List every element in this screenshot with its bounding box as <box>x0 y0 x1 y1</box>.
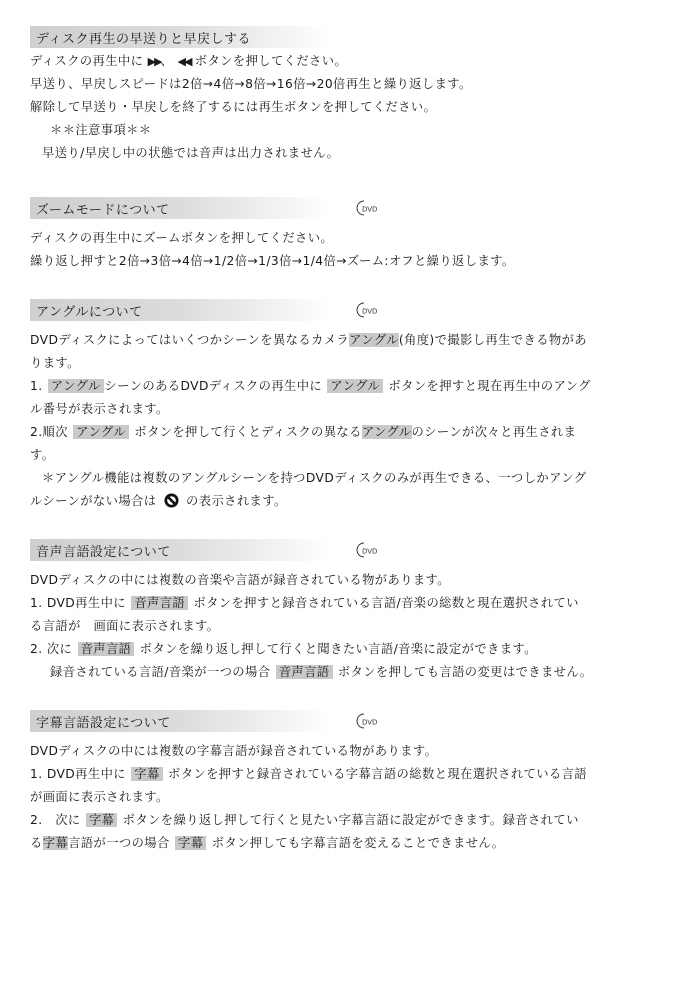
text: ルシーンがない場合は <box>30 494 157 508</box>
section-title: ズームモードについて <box>36 202 170 218</box>
subtitle-key-label: 字幕 <box>131 767 162 781</box>
rewind-icon: ◀◀ <box>177 55 191 68</box>
section-angle <box>30 299 680 513</box>
list-item-continued <box>30 832 680 855</box>
list-item <box>30 638 680 661</box>
paragraph: ディスクの再生中にズームボタンを押してください。 <box>30 231 334 245</box>
section-audio-language <box>30 539 680 684</box>
text: ボタンを押すと録音されている言語/音楽の総数と現在選択されてい <box>193 596 579 610</box>
list-item <box>30 592 680 615</box>
item-number: 1. <box>30 379 43 393</box>
section-title: アングルについて <box>36 304 143 320</box>
note-text <box>30 490 680 513</box>
text: ボタンを押しても言語の変更はできません。 <box>337 665 593 679</box>
text: 2. 次に <box>30 642 73 656</box>
section-title: 音声言語設定について <box>36 544 171 560</box>
paragraph: DVDディスクの中には複数の音楽や言語が録音されている物があります。 <box>30 573 450 587</box>
text: ボタンを繰り返し押して行くと聞きたい言語/音楽に設定ができます。 <box>139 642 537 656</box>
list-item <box>30 375 680 398</box>
text: DVDディスクによってはいくつかシーンを異なるカメラ <box>30 333 350 347</box>
manual-page <box>30 26 680 855</box>
list-item <box>30 809 680 832</box>
audio-key-label: 音声言語 <box>78 642 135 656</box>
dvd-badge-icon <box>355 541 381 559</box>
dvd-badge-icon <box>355 301 381 319</box>
list-item <box>30 421 680 444</box>
angle-key-label: アングル <box>327 379 383 393</box>
list-item-continued: す。 <box>30 448 55 462</box>
subtitle-key-label: 字幕 <box>86 813 117 827</box>
list-item <box>30 763 680 786</box>
section-heading <box>30 26 330 48</box>
text: シーンのあるDVDディスクの再生中に <box>104 379 323 393</box>
text: 2. 次に <box>30 813 81 827</box>
list-item-continued: る言語が 画面に表示されます。 <box>30 619 220 633</box>
text: ボタンを押してください。 <box>194 54 348 68</box>
section-subtitle-language <box>30 710 680 855</box>
paragraph: ります。 <box>30 356 80 370</box>
dvd-badge-icon <box>355 712 381 730</box>
text: ボタンを押すと現在再生中のアング <box>388 379 591 393</box>
text: 言語が一つの場合 <box>68 836 170 850</box>
text: ボタン押しても字幕言語を変えることできません。 <box>211 836 505 850</box>
fast-forward-icon: ▶▶ <box>147 55 161 68</box>
text: 、 <box>160 54 174 68</box>
paragraph: DVDディスクの中には複数の字幕言語が録音されている物があります。 <box>30 744 438 758</box>
text: 1. DVD再生中に <box>30 767 126 781</box>
text: 録音されている言語/音楽が一つの場合 <box>50 665 271 679</box>
section-heading <box>30 539 330 561</box>
prohibited-icon <box>164 493 179 508</box>
section-fast-forward-rewind <box>30 26 680 165</box>
text: のシーンが次々と再生されま <box>411 425 577 439</box>
text: ボタンを押すと録音されている字幕言語の総数と現在選択されている言語 <box>168 767 587 781</box>
text: 1. DVD再生中に <box>30 596 126 610</box>
note-text: ＊アングル機能は複数のアングルシーンを持つDVDディスクのみが再生できる、一つしかアング <box>42 471 587 485</box>
note-text: 早送り/早戻し中の状態では音声は出力されません。 <box>42 146 340 160</box>
paragraph <box>30 329 680 352</box>
section-title: 字幕言語設定について <box>36 715 171 731</box>
angle-key-label: アングル <box>48 379 104 393</box>
text: の表示されます。 <box>186 494 287 508</box>
dvd-badge-icon <box>355 199 381 217</box>
item-number: 2.順次 <box>30 425 68 439</box>
section-heading <box>30 197 330 219</box>
paragraph: 早送り、早戻しスピードは2倍→4倍→8倍→16倍→20倍再生と繰り返します。 <box>30 77 472 91</box>
svg-text:DVD: DVD <box>362 718 378 727</box>
highlight-term: アングル <box>349 333 399 347</box>
note-title: ＊＊注意事項＊＊ <box>50 123 152 137</box>
highlight-term: 字幕 <box>42 836 69 850</box>
list-item-continued: が画面に表示されます。 <box>30 790 169 804</box>
svg-text:DVD: DVD <box>362 205 378 214</box>
section-title: ディスク再生の早送りと早戻しする <box>36 31 251 47</box>
text: ボタンを繰り返し押して行くと見たい字幕言語に設定ができます。録音されてい <box>122 813 579 827</box>
paragraph: 繰り返し押すと2倍→3倍→4倍→1/2倍→1/3倍→1/4倍→ズーム:オフと繰り返します。 <box>30 254 515 268</box>
svg-text:DVD: DVD <box>362 307 378 316</box>
text: ボタンを押して行くとディスクの異なる <box>134 425 362 439</box>
angle-key-label: アングル <box>73 425 129 439</box>
section-zoom <box>30 197 680 273</box>
highlight-term: アングル <box>361 425 412 439</box>
paragraph <box>30 50 680 73</box>
text: ディスクの再生中に <box>30 54 144 68</box>
svg-text:DVD: DVD <box>362 547 378 556</box>
audio-key-label: 音声言語 <box>276 665 333 679</box>
note-text <box>30 661 680 684</box>
section-heading <box>30 710 330 732</box>
text: る <box>30 836 43 850</box>
text: (角度)で撮影し再生できる物があ <box>398 333 587 347</box>
section-heading <box>30 299 330 321</box>
audio-key-label: 音声言語 <box>131 596 188 610</box>
list-item-continued: ル番号が表示されます。 <box>30 402 169 416</box>
paragraph: 解除して早送り・早戻しを終了するには再生ボタンを押してください。 <box>30 100 437 114</box>
subtitle-key-label: 字幕 <box>175 836 206 850</box>
